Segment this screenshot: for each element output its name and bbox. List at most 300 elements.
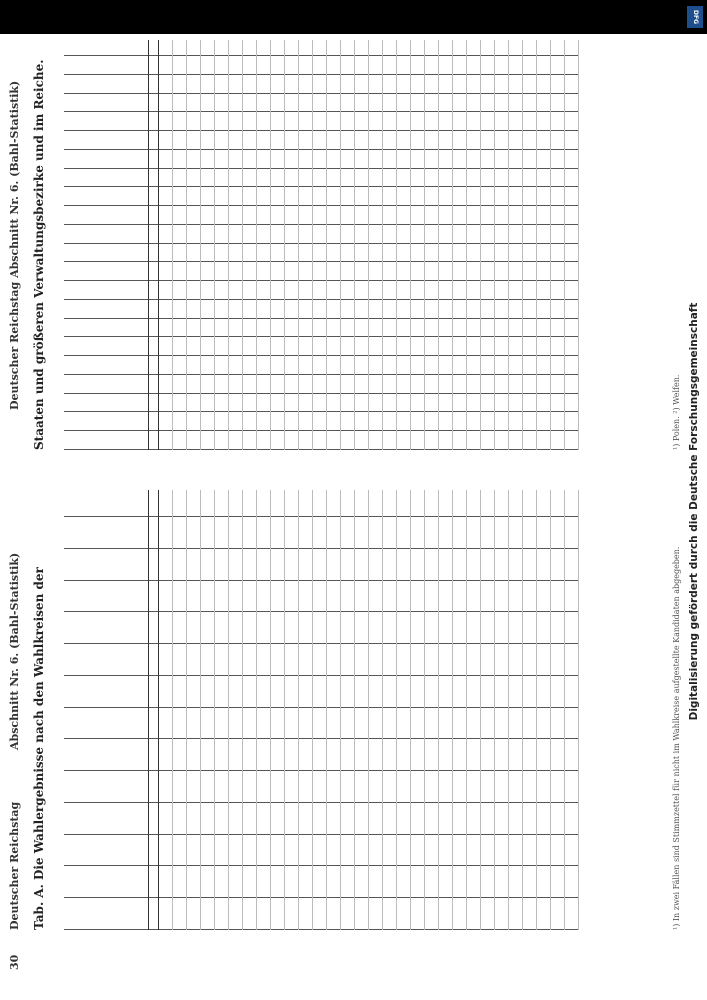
- table-cell: [299, 393, 313, 412]
- table-cell: [425, 548, 439, 580]
- table-cell: [439, 375, 453, 394]
- table-cell: [495, 898, 509, 930]
- table-cell: [453, 393, 467, 412]
- table-cell: [481, 131, 495, 150]
- table-cell: [341, 393, 355, 412]
- table-cell: [271, 393, 285, 412]
- table-cell: [257, 675, 271, 707]
- table-cell: [187, 262, 201, 281]
- table-cell: [243, 75, 257, 94]
- table-cell: [411, 75, 425, 94]
- table-cell: [495, 771, 509, 803]
- table-cell: [467, 112, 481, 131]
- table-cell: [215, 243, 229, 262]
- table-cell: [187, 131, 201, 150]
- table-cell: [453, 802, 467, 834]
- table-cell: [187, 866, 201, 898]
- table-cell: [243, 707, 257, 739]
- table-cell: [439, 356, 453, 375]
- table-cell: [369, 612, 383, 644]
- table-cell: [425, 262, 439, 281]
- table-cell: [397, 281, 411, 300]
- table-cell: [313, 112, 327, 131]
- table-cell: [243, 866, 257, 898]
- table-cell: [355, 356, 369, 375]
- table-cell: [369, 206, 383, 225]
- table-cell: [495, 243, 509, 262]
- table-cell: [411, 393, 425, 412]
- table-cell: [201, 802, 215, 834]
- table-cell: [271, 580, 285, 612]
- table-row: [467, 490, 481, 930]
- table-cell: [257, 898, 271, 930]
- table-cell: [537, 898, 551, 930]
- table-cell: [201, 393, 215, 412]
- table-cell: [509, 187, 523, 206]
- table-cell: [425, 393, 439, 412]
- table-cell: [271, 375, 285, 394]
- table-cell: [509, 866, 523, 898]
- table-cell: [383, 707, 397, 739]
- table-cell: [159, 517, 173, 549]
- table-cell: [149, 318, 159, 337]
- table-cell: [149, 393, 159, 412]
- table-cell: [453, 490, 467, 517]
- table-cell: [355, 187, 369, 206]
- table-cell: [551, 187, 565, 206]
- table-cell: [439, 112, 453, 131]
- table-cell: [509, 300, 523, 319]
- table-cell: [383, 548, 397, 580]
- table-cell: [201, 644, 215, 676]
- table-cell: [509, 612, 523, 644]
- table-cell: [369, 834, 383, 866]
- table-cell: [551, 168, 565, 187]
- table-cell: [149, 281, 159, 300]
- table-cell: [201, 56, 215, 75]
- table-cell: [537, 834, 551, 866]
- table-cell: [229, 225, 243, 244]
- table-cell: [149, 431, 159, 450]
- table-cell: [467, 243, 481, 262]
- table-cell: [187, 771, 201, 803]
- table-cell: [453, 675, 467, 707]
- table-cell: [257, 300, 271, 319]
- table-cell: [411, 612, 425, 644]
- table-cell: [523, 243, 537, 262]
- table-cell: [327, 93, 341, 112]
- table-cell: [149, 150, 159, 169]
- table-cell: [481, 517, 495, 549]
- table-cell: [64, 75, 149, 94]
- table-cell: [397, 802, 411, 834]
- table-cell: [271, 675, 285, 707]
- table-cell: [299, 675, 313, 707]
- table-cell: [495, 490, 509, 517]
- table-cell: [271, 225, 285, 244]
- table-cell: [509, 40, 523, 56]
- table-cell: [537, 318, 551, 337]
- table-cell: [243, 318, 257, 337]
- table-cell: [187, 898, 201, 930]
- table-cell: [453, 318, 467, 337]
- table-cell: [537, 150, 551, 169]
- table-row: [537, 490, 551, 930]
- table-cell: [523, 739, 537, 771]
- table-cell: [327, 898, 341, 930]
- table-cell: [383, 393, 397, 412]
- table-cell: [257, 281, 271, 300]
- table-cell: [327, 131, 341, 150]
- table-cell: [201, 187, 215, 206]
- table-cell: [285, 281, 299, 300]
- table-cell: [215, 517, 229, 549]
- table-cell: [439, 612, 453, 644]
- table-cell: [271, 517, 285, 549]
- table-cell: [229, 834, 243, 866]
- table-cell: [425, 431, 439, 450]
- table-cell: [299, 225, 313, 244]
- table-cell: [173, 517, 187, 549]
- table-cell: [481, 580, 495, 612]
- table-cell: [397, 644, 411, 676]
- table-cell: [425, 580, 439, 612]
- table-cell: [439, 281, 453, 300]
- table-cell: [187, 337, 201, 356]
- table-cell: [467, 675, 481, 707]
- table-cell: [397, 898, 411, 930]
- table-row: [453, 40, 467, 450]
- table-cell: [383, 375, 397, 394]
- table-cell: [453, 548, 467, 580]
- table-cell: [383, 150, 397, 169]
- table-cell: [551, 898, 565, 930]
- table-cell: [257, 56, 271, 75]
- table-cell: [397, 300, 411, 319]
- table-cell: [355, 517, 369, 549]
- table-cell: [159, 243, 173, 262]
- table-cell: [551, 866, 565, 898]
- table-cell: [537, 802, 551, 834]
- table-cell: [383, 40, 397, 56]
- table-cell: [411, 739, 425, 771]
- table-cell: [327, 300, 341, 319]
- table-cell: [271, 431, 285, 450]
- table-row: [173, 490, 187, 930]
- table-cell: [173, 898, 187, 930]
- table-cell: [523, 318, 537, 337]
- table-cell: [313, 707, 327, 739]
- table-cell: [467, 644, 481, 676]
- table-cell: [495, 739, 509, 771]
- table-cell: [355, 675, 369, 707]
- table-cell: [537, 412, 551, 431]
- page-number: 30: [8, 954, 21, 970]
- table-row: [411, 40, 425, 450]
- table-cell: [229, 548, 243, 580]
- table-cell: [509, 206, 523, 225]
- table-cell: [243, 580, 257, 612]
- table-cell: [397, 393, 411, 412]
- table-cell: [285, 225, 299, 244]
- table-cell: [229, 131, 243, 150]
- table-cell: [509, 490, 523, 517]
- table-row: [481, 490, 495, 930]
- table-cell: [285, 834, 299, 866]
- table-cell: [425, 75, 439, 94]
- table-cell: [537, 644, 551, 676]
- table-cell: [383, 739, 397, 771]
- table-cell: [229, 375, 243, 394]
- table-cell: [327, 112, 341, 131]
- table-cell: [327, 490, 341, 517]
- table-cell: [467, 412, 481, 431]
- table-cell: [173, 375, 187, 394]
- table-cell: [201, 412, 215, 431]
- table-cell: [229, 675, 243, 707]
- table-cell: [159, 131, 173, 150]
- table-cell: [467, 337, 481, 356]
- table-cell: [313, 318, 327, 337]
- table-row: [383, 40, 397, 450]
- table-cell: [523, 93, 537, 112]
- table-cell: [64, 739, 149, 771]
- table-cell: [313, 75, 327, 94]
- table-cell: [187, 834, 201, 866]
- table-cell: [481, 490, 495, 517]
- table-cell: [523, 131, 537, 150]
- table-cell: [327, 318, 341, 337]
- table-cell: [243, 168, 257, 187]
- table-cell: [565, 431, 579, 450]
- table-cell: [509, 644, 523, 676]
- table-cell: [523, 225, 537, 244]
- table-cell: [64, 262, 149, 281]
- table-cell: [425, 243, 439, 262]
- table-cell: [159, 580, 173, 612]
- table-cell: [369, 707, 383, 739]
- table-cell: [453, 834, 467, 866]
- table-cell: [397, 131, 411, 150]
- table-cell: [481, 739, 495, 771]
- table-cell: [509, 393, 523, 412]
- table-cell: [257, 112, 271, 131]
- table-cell: [495, 262, 509, 281]
- table-cell: [327, 644, 341, 676]
- table-cell: [355, 412, 369, 431]
- footnote-left: ¹) In zwei Fällen sind Stimmzettel für nicht im Wahlkreise aufgestellte Kandidaten abgegeben.: [672, 546, 681, 930]
- table-cell: [551, 431, 565, 450]
- table-cell: [187, 187, 201, 206]
- table-cell: [551, 281, 565, 300]
- table-cell: [411, 412, 425, 431]
- table-cell: [271, 318, 285, 337]
- table-cell: [341, 150, 355, 169]
- table-cell: [341, 300, 355, 319]
- table-cell: [551, 206, 565, 225]
- table-cell: [439, 150, 453, 169]
- table-cell: [215, 187, 229, 206]
- table-cell: [355, 490, 369, 517]
- table-cell: [215, 412, 229, 431]
- table-cell: [341, 517, 355, 549]
- table-cell: [285, 412, 299, 431]
- table-cell: [159, 548, 173, 580]
- table-cell: [355, 612, 369, 644]
- table-cell: [355, 898, 369, 930]
- table-cell: [64, 490, 149, 517]
- table-cell: [149, 739, 159, 771]
- table-cell: [299, 898, 313, 930]
- dfg-logo: DFG: [687, 6, 703, 28]
- table-cell: [257, 612, 271, 644]
- table-cell: [481, 40, 495, 56]
- table-cell: [173, 56, 187, 75]
- table-cell: [523, 490, 537, 517]
- table-row: [467, 40, 481, 450]
- table-cell: [187, 393, 201, 412]
- table-cell: [369, 898, 383, 930]
- table-cell: [327, 40, 341, 56]
- table-cell: [551, 40, 565, 56]
- table-cell: [149, 644, 159, 676]
- table-cell: [257, 393, 271, 412]
- table-cell: [439, 225, 453, 244]
- table-cell: [355, 802, 369, 834]
- table-cell: [257, 412, 271, 431]
- table-cell: [327, 262, 341, 281]
- table-cell: [425, 281, 439, 300]
- table-row: [383, 490, 397, 930]
- table-cell: [243, 548, 257, 580]
- table-row: [313, 40, 327, 450]
- table-cell: [299, 375, 313, 394]
- table-cell: [313, 356, 327, 375]
- table-cell: [565, 356, 579, 375]
- table-cell: [313, 281, 327, 300]
- table-cell: [467, 40, 481, 56]
- table-cell: [425, 206, 439, 225]
- table-cell: [397, 490, 411, 517]
- table-cell: [551, 393, 565, 412]
- table-cell: [565, 580, 579, 612]
- table-cell: [285, 187, 299, 206]
- table-cell: [481, 393, 495, 412]
- table-cell: [285, 580, 299, 612]
- table-cell: [439, 40, 453, 56]
- table-cell: [215, 300, 229, 319]
- table-cell: [355, 168, 369, 187]
- table-cell: [565, 898, 579, 930]
- table-cell: [313, 300, 327, 319]
- table-cell: [215, 393, 229, 412]
- table-cell: [257, 168, 271, 187]
- table-cell: [201, 318, 215, 337]
- table-cell: [537, 393, 551, 412]
- table-row: [243, 40, 257, 450]
- table-cell: [397, 56, 411, 75]
- table-cell: [439, 262, 453, 281]
- table-cell: [271, 548, 285, 580]
- table-cell: [509, 517, 523, 549]
- table-cell: [369, 393, 383, 412]
- table-cell: [397, 707, 411, 739]
- table-cell: [257, 187, 271, 206]
- table-cell: [201, 75, 215, 94]
- table-cell: [425, 802, 439, 834]
- table-cell: [187, 150, 201, 169]
- table-cell: [271, 243, 285, 262]
- table-cell: [64, 707, 149, 739]
- table-cell: [173, 337, 187, 356]
- table-cell: [397, 40, 411, 56]
- table-cell: [285, 490, 299, 517]
- table-cell: [229, 739, 243, 771]
- table-cell: [369, 517, 383, 549]
- table-cell: [411, 802, 425, 834]
- table-cell: [257, 375, 271, 394]
- table-cell: [215, 739, 229, 771]
- table-cell: [159, 206, 173, 225]
- table-cell: [229, 318, 243, 337]
- table-cell: [355, 262, 369, 281]
- table-cell: [523, 337, 537, 356]
- table-cell: [299, 412, 313, 431]
- table-cell: [313, 866, 327, 898]
- table-cell: [369, 243, 383, 262]
- table-cell: [229, 707, 243, 739]
- table-cell: [215, 802, 229, 834]
- table-cell: [369, 93, 383, 112]
- table-cell: [285, 675, 299, 707]
- table-cell: [397, 412, 411, 431]
- table-cell: [453, 187, 467, 206]
- table-cell: [173, 707, 187, 739]
- table-cell: [425, 40, 439, 56]
- table-row: [439, 40, 453, 450]
- table-cell: [453, 150, 467, 169]
- table-cell: [271, 356, 285, 375]
- table-cell: [523, 412, 537, 431]
- table-cell: [299, 318, 313, 337]
- table-cell: [187, 612, 201, 644]
- table-cell: [149, 75, 159, 94]
- table-cell: [495, 356, 509, 375]
- table-cell: [271, 337, 285, 356]
- table-cell: [173, 300, 187, 319]
- table-cell: [509, 675, 523, 707]
- table-cell: [149, 168, 159, 187]
- table-cell: [149, 356, 159, 375]
- table-cell: [229, 517, 243, 549]
- table-cell: [257, 356, 271, 375]
- table-cell: [229, 300, 243, 319]
- table-cell: [467, 281, 481, 300]
- table-cell: [425, 612, 439, 644]
- table-cell: [467, 375, 481, 394]
- table-cell: [149, 898, 159, 930]
- table-cell: [565, 56, 579, 75]
- table-cell: [453, 300, 467, 319]
- table-cell: [243, 281, 257, 300]
- table-cell: [453, 898, 467, 930]
- table-cell: [509, 375, 523, 394]
- table-cell: [341, 739, 355, 771]
- table-cell: [523, 393, 537, 412]
- table-row: [397, 490, 411, 930]
- table-cell: [509, 834, 523, 866]
- table-cell: [383, 187, 397, 206]
